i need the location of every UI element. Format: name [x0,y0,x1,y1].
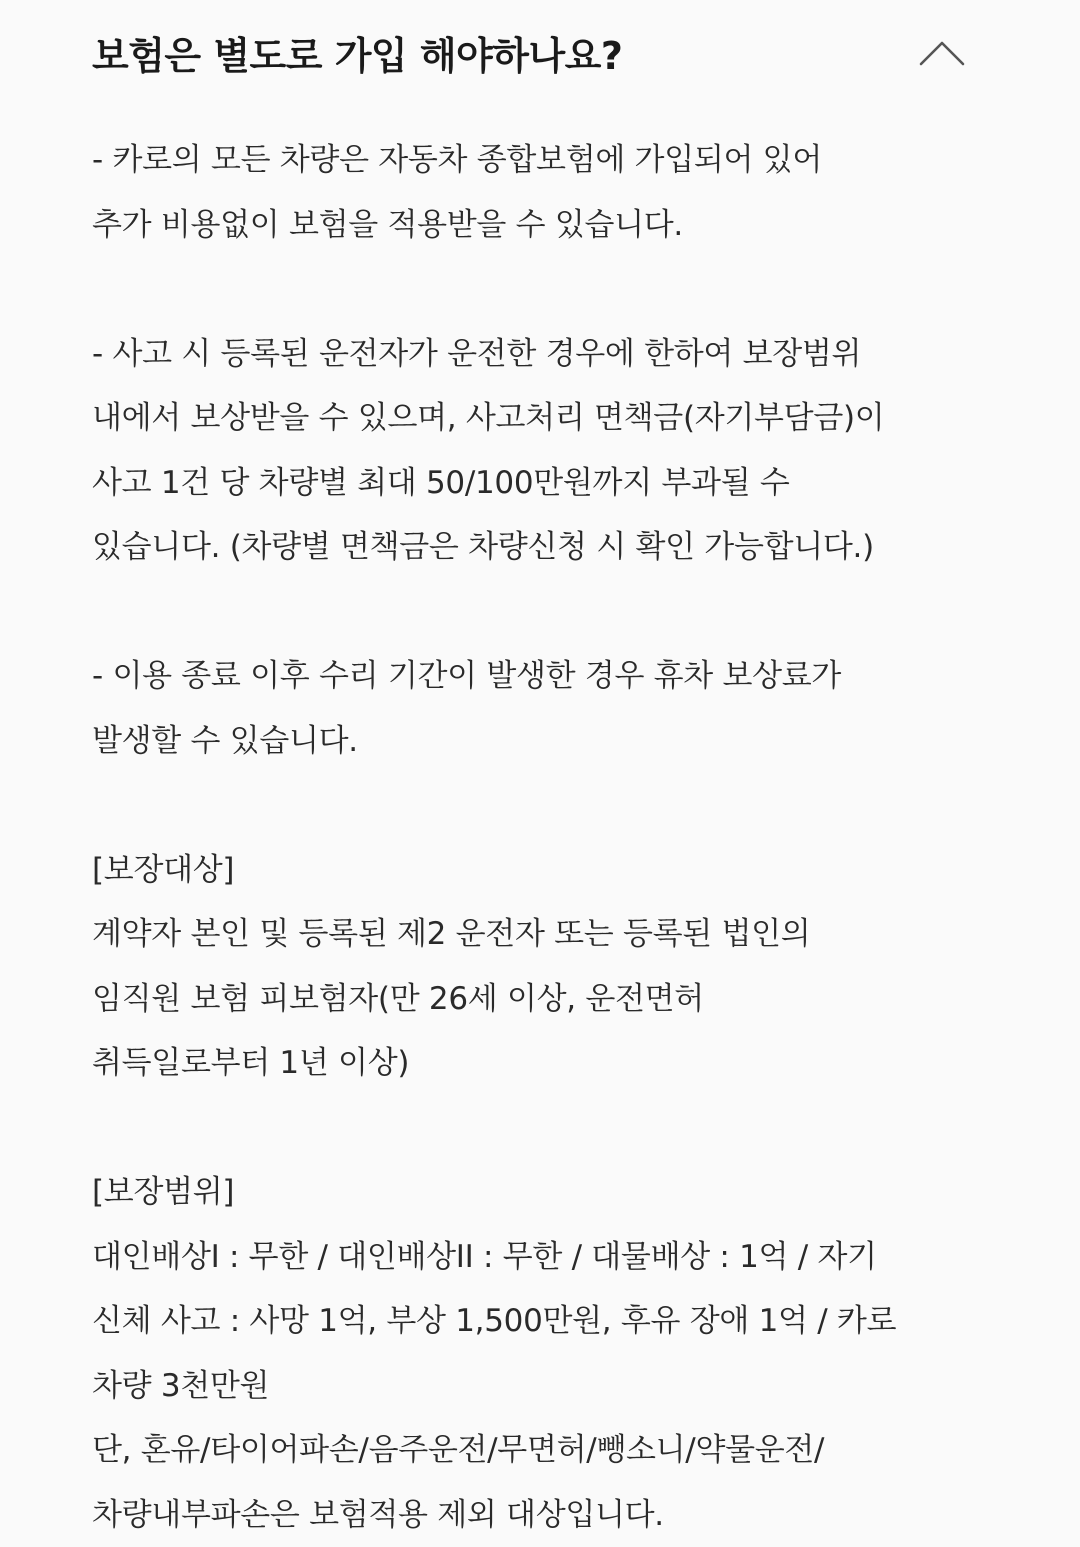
faq-question-header[interactable] [92,28,972,88]
answer-line-blank [92,1096,992,1161]
answer-line-blank [92,773,992,838]
answer-line: 단, 혼유/타이어파손/음주운전/무면허/뺑소니/약물운전/ [92,1418,992,1483]
answer-line: 신체 사고 : 사망 1억, 부상 1,500만원, 후유 장애 1억 / 카로 [92,1289,992,1354]
coverage-scope-heading: [보장범위] [92,1160,992,1225]
answer-line: 있습니다. (차량별 면책금은 차량신청 시 확인 가능합니다.) [92,515,992,580]
answer-line: 취득일로부터 1년 이상) [92,1031,992,1096]
answer-line: 임직원 보험 피보험자(만 26세 이상, 운전면허 [92,967,992,1032]
answer-line-blank [92,257,992,322]
chevron-up-icon[interactable] [918,38,966,70]
answer-line: 계약자 본인 및 등록된 제2 운전자 또는 등록된 법인의 [92,902,992,967]
answer-line: 대인배상I : 무한 / 대인배상II : 무한 / 대물배상 : 1억 / 자기 [92,1225,992,1290]
answer-line: 차량 3천만원 [92,1354,992,1419]
answer-line: - 이용 종료 이후 수리 기간이 발생한 경우 휴차 보상료가 [92,644,992,709]
answer-line-blank [92,580,992,645]
coverage-target-heading: [보장대상] [92,838,992,903]
answer-line: - 사고 시 등록된 운전자가 운전한 경우에 한하여 보장범위 [92,322,992,387]
answer-line: - 카로의 모든 차량은 자동차 종합보험에 가입되어 있어 [92,128,992,193]
answer-line: 추가 비용없이 보험을 적용받을 수 있습니다. [92,193,992,258]
faq-answer [92,128,992,1547]
answer-line: 발생할 수 있습니다. [92,709,992,774]
answer-line: 사고 1건 당 차량별 최대 50/100만원까지 부과될 수 [92,451,992,516]
answer-line: 내에서 보상받을 수 있으며, 사고처리 면책금(자기부담금)이 [92,386,992,451]
faq-question-title: 보험은 별도로 가입 해야하나요? [92,32,622,80]
answer-line: 차량내부파손은 보험적용 제외 대상입니다. [92,1483,992,1547]
